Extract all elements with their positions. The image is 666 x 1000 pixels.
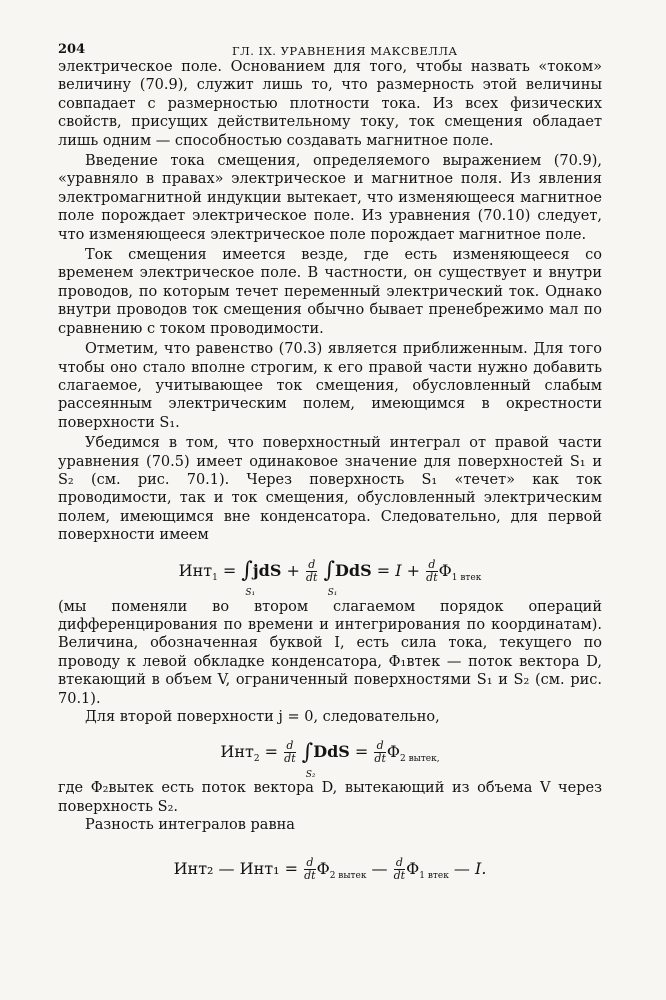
paragraph-5: Убедимся в том, что поверхностный интеграл от правой части уравнения (70.5) имеет одинаковое значение для поверхностей S₁ и S₂ (см. рис. 70.1). Через поверхность S₁ «течет» как ток проводимости, так и ток смещения, обусловленный электрическим полем, имеющимся вне конденсатора. Следовательно, для первой поверхности имеем xyxy=(58,435,602,544)
frac-denominator: dt xyxy=(374,752,386,766)
frac-numerator: d xyxy=(304,857,315,870)
f2-phi: Φ xyxy=(386,742,401,762)
f1-term-1: jdS xyxy=(252,560,282,580)
f2-eq: = xyxy=(264,742,279,762)
f1-limit-1: S₁ xyxy=(245,588,256,599)
paragraph-6: (мы поменяли во втором слагаемом порядок операций дифференцирования по времени и интегрирования по координатам). Величина, обозначенная буквой I, есть сила тока, текущего по проводу к левой обкладке конденсатора, Φ₁втек — поток вектора D, втекающий в объем V, ограниченный поверхностями S₁ и S₂ (см. рис. 70.1). xyxy=(58,598,602,707)
f2-limit: S₂ xyxy=(305,769,316,780)
frac-numerator: d xyxy=(284,740,295,753)
f2-lhs-sub: 2 xyxy=(253,754,260,765)
f3-tail: — I. xyxy=(453,858,487,878)
integral-sign: ∫ S₁ xyxy=(324,560,335,582)
f3-fraction-2 xyxy=(394,857,405,882)
f1-lhs: Инт xyxy=(178,560,213,580)
paragraph-3: Ток смещения имеется везде, где есть изменяющееся со временем электрическое поле. В частности, он существует и внутри проводов, по которым течет переменный электрический ток. Однако внутри проводов ток смещения обычно бывает пренебрежимо мал по сравнению с током проводимости. xyxy=(58,247,602,337)
f1-phi: Φ xyxy=(438,560,452,580)
formula-difference xyxy=(58,857,602,882)
f3-lhs: Инт₂ — Инт₁ = xyxy=(173,858,299,878)
frac-denominator: dt xyxy=(284,752,296,766)
integral-sign: ∫ S₂ xyxy=(302,742,313,764)
f1-plus: + xyxy=(286,560,300,580)
paragraph-2: Введение тока смещения, определяемого выражением (70.9), «уравняло в правах» электрическое и магнитное поля. Из явления электромагнитной индукции вытекает, что изменяющееся магнитное поле порождает электрическое поле. Из уравнения (70.10) следует, что изменяющееся электрическое поле порождает магнитное поле. xyxy=(58,153,602,243)
f3-phi-1-sub: 2 вытек xyxy=(329,870,367,881)
f1-limit-2: S₁ xyxy=(327,588,338,599)
formula-int2 xyxy=(58,739,602,780)
f2-fraction xyxy=(284,740,295,765)
f2-phi-sub: 2 вытек, xyxy=(400,754,440,765)
f3-minus: — xyxy=(371,858,388,878)
f2-lhs: Инт xyxy=(220,742,254,762)
f2-fraction-2 xyxy=(374,740,385,765)
frac-denominator: dt xyxy=(426,570,438,584)
f1-lhs-sub: 1 xyxy=(212,572,218,583)
paragraph-1: электрическое поле. Основанием для того, чтобы назвать «током» величину (70.9), служит лишь то, что размерность этой величины совпадает с размерностью плотности тока. Из всех физических свойств, присущих действительному току, ток смещения обладает лишь одним — способностью создавать магнитное поле. xyxy=(58,59,602,149)
f1-phi-sub: 1 втек xyxy=(451,572,482,583)
f1-fraction xyxy=(306,559,317,584)
f1-fraction-2 xyxy=(426,559,437,584)
paragraph-7: Для второй поверхности j = 0, следовательно, xyxy=(85,709,440,725)
frac-denominator: dt xyxy=(393,868,406,882)
frac-numerator: d xyxy=(374,740,385,753)
frac-denominator: dt xyxy=(306,570,318,584)
f3-phi-1: Φ xyxy=(316,858,330,878)
paragraph-4: Отметим, что равенство (70.3) является приближенным. Для того чтобы оно стало вполне строгим, к его правой части нужно добавить слагаемое, учитывающее ток смещения, обусловленный слабым рассеянным электрическим полем, имеющимся в окрестности поверхности S₁. xyxy=(58,341,602,431)
page-number: 204 xyxy=(58,42,86,57)
f3-phi-2-sub: 1 втек xyxy=(419,870,449,881)
chapter-title: ГЛ. IX. УРАВНЕНИЯ МАКСВЕЛЛА xyxy=(232,44,458,58)
integral-sign: ∫ S₁ xyxy=(241,560,252,582)
running-header xyxy=(58,36,602,58)
formula-int1 xyxy=(58,557,602,599)
f1-eq-2: = I + xyxy=(376,560,421,580)
f3-phi-2: Φ xyxy=(406,858,420,878)
frac-denominator: dt xyxy=(304,868,316,882)
f2-eq-2: = xyxy=(354,742,369,762)
frac-numerator: d xyxy=(306,559,317,572)
paragraph-9: Разность интегралов равна xyxy=(85,817,295,834)
f3-fraction xyxy=(304,857,315,882)
f1-term-2: DdS xyxy=(335,560,372,580)
frac-numerator: d xyxy=(426,559,437,572)
f2-term: DdS xyxy=(313,742,350,762)
frac-numerator: d xyxy=(394,857,405,870)
book-page xyxy=(58,36,602,882)
f1-eq: = xyxy=(222,560,237,580)
paragraph-8: где Φ₂вытек есть поток вектора D, вытекающий из объема V через поверхность S₂. xyxy=(58,780,602,815)
